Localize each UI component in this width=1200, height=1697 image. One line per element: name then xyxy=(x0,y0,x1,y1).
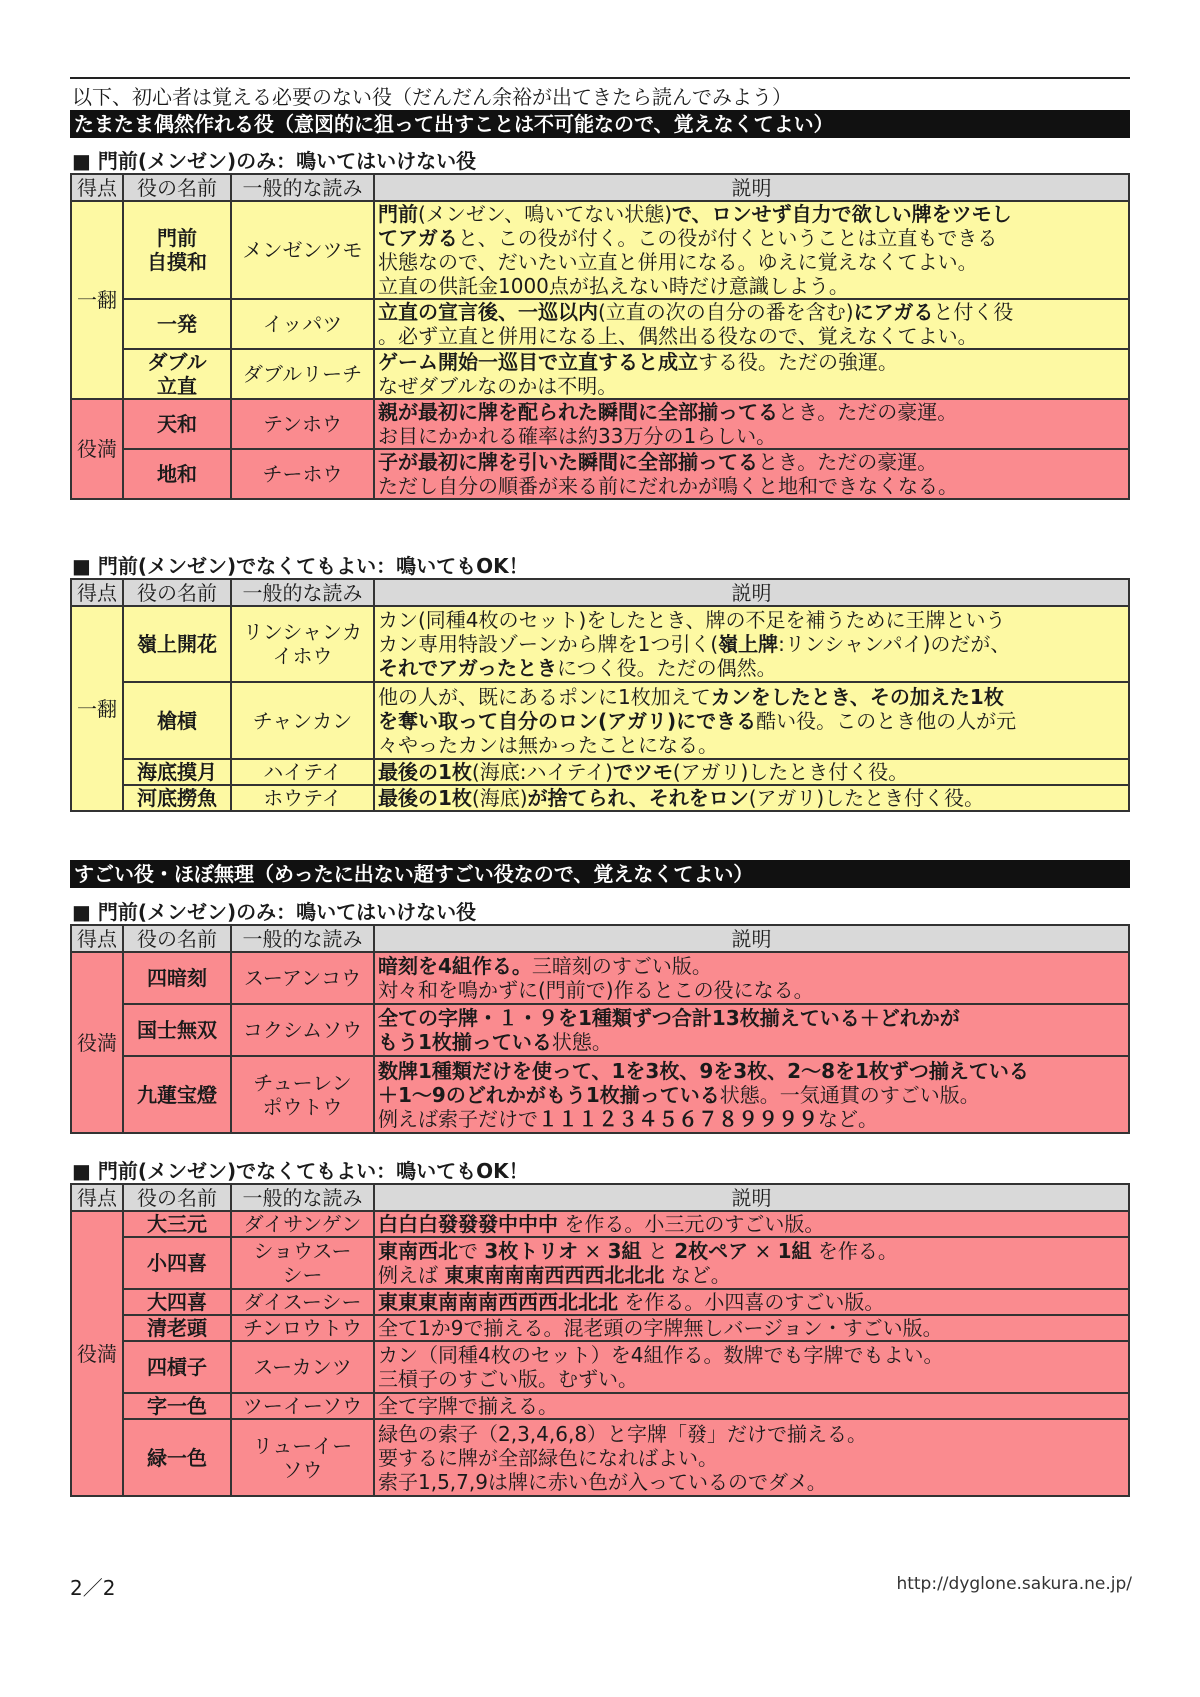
yaku-name: 九蓮宝燈 xyxy=(123,1056,231,1133)
yaku-name: 槍槓 xyxy=(123,682,231,759)
yaku-reading: ダイスーシー xyxy=(231,1289,374,1315)
yaku-name: 大三元 xyxy=(123,1211,231,1237)
yaku-name: 河底撈魚 xyxy=(123,785,231,811)
yaku-desc: カン（同種4枚のセット）を4組作る。数牌でも字牌でもよい。 三槓子のすごい版。むずい。 xyxy=(374,1341,1129,1393)
table-row xyxy=(71,1237,1129,1289)
table-row xyxy=(71,606,1129,682)
yaku-reading: チンロウトウ xyxy=(231,1315,374,1341)
yaku-desc: ゲーム開始一巡目で立直すると成立する役。ただの強運。 なぜダブルなのかは不明。 xyxy=(374,349,1129,399)
table-rare-menzen xyxy=(70,924,1130,1134)
yaku-name: 一発 xyxy=(123,299,231,349)
header-points: 得点 xyxy=(71,1184,123,1211)
yaku-reading: チーホウ xyxy=(231,449,374,499)
table-row xyxy=(71,1315,1129,1341)
yaku-name: 字一色 xyxy=(123,1393,231,1419)
yaku-reading: テンホウ xyxy=(231,399,374,449)
yaku-desc: 最後の1枚(海底)が捨てられ、それをロン(アガリ)したとき付く役。 xyxy=(374,785,1129,811)
yaku-reading: ツーイーソウ xyxy=(231,1393,374,1419)
header-name: 役の名前 xyxy=(123,1184,231,1211)
yaku-reading: ハイテイ xyxy=(231,759,374,785)
header-desc: 説明 xyxy=(374,925,1129,952)
section-band-accidental: たまたま偶然作れる役（意図的に狙って出すことは不可能なので、覚えなくてよい） xyxy=(70,110,1130,138)
yaku-name: 四暗刻 xyxy=(123,952,231,1004)
table-accidental-menzen xyxy=(70,173,1130,500)
table-row xyxy=(71,952,1129,1004)
yaku-reading: リンシャンカ イホウ xyxy=(231,606,374,682)
subheading-menzen-only: ■ 門前(メンゼン)のみ：鳴いてはいけない役 xyxy=(72,149,477,173)
header-name: 役の名前 xyxy=(123,925,231,952)
yaku-name: 天和 xyxy=(123,399,231,449)
top-rule xyxy=(70,77,1130,79)
subheading-naki-ok: ■ 門前(メンゼン)でなくてもよい：鳴いてもOK！ xyxy=(72,1159,529,1183)
table-row xyxy=(71,1419,1129,1496)
table-row xyxy=(71,759,1129,785)
yaku-desc: 東南西北で 3枚トリオ × 3組 と 2枚ペア × 1組 を作る。 例えば 東東南南南西西西北北北 など。 xyxy=(374,1237,1129,1289)
points-cell: 一翻 xyxy=(71,201,123,399)
header-points: 得点 xyxy=(71,925,123,952)
table-row xyxy=(71,1289,1129,1315)
yaku-reading: ダイサンゲン xyxy=(231,1211,374,1237)
yaku-name: 門前 自摸和 xyxy=(123,201,231,299)
yaku-reading: ホウテイ xyxy=(231,785,374,811)
yaku-desc: 全て1か9で揃える。混老頭の字牌無しバージョン・すごい版。 xyxy=(374,1315,1129,1341)
header-reading: 一般的な読み xyxy=(231,174,374,201)
intro-text: 以下、初心者は覚える必要のない役（だんだん余裕が出てきたら読んでみよう） xyxy=(72,85,792,109)
subheading-menzen-only: ■ 門前(メンゼン)のみ：鳴いてはいけない役 xyxy=(72,900,477,924)
yaku-name: 嶺上開花 xyxy=(123,606,231,682)
points-cell: 役満 xyxy=(71,952,123,1133)
yaku-reading: チャンカン xyxy=(231,682,374,759)
yaku-desc: 全て字牌で揃える。 xyxy=(374,1393,1129,1419)
table-row xyxy=(71,1004,1129,1056)
yaku-name: 地和 xyxy=(123,449,231,499)
yaku-name: ダブル 立直 xyxy=(123,349,231,399)
yaku-reading: スーカンツ xyxy=(231,1341,374,1393)
header-points: 得点 xyxy=(71,579,123,606)
yaku-desc: 緑色の索子（2,3,4,6,8）と字牌「發」だけで揃える。 要するに牌が全部緑色になればよい。 索子1,5,7,9は牌に赤い色が入っているのでダメ。 xyxy=(374,1419,1129,1496)
yaku-desc: 子が最初に牌を引いた瞬間に全部揃ってるとき。ただの豪運。 ただし自分の順番が来る前にだれかが鳴くと地和できなくなる。 xyxy=(374,449,1129,499)
table-row xyxy=(71,1393,1129,1419)
yaku-name: 四槓子 xyxy=(123,1341,231,1393)
yaku-name: 小四喜 xyxy=(123,1237,231,1289)
table-row xyxy=(71,349,1129,399)
table-row xyxy=(71,682,1129,759)
table-row xyxy=(71,201,1129,299)
yaku-reading: ダブルリーチ xyxy=(231,349,374,399)
header-name: 役の名前 xyxy=(123,579,231,606)
yaku-name: 大四喜 xyxy=(123,1289,231,1315)
yaku-desc: 暗刻を4組作る。三暗刻のすごい版。 対々和を鳴かずに(門前で)作るとこの役になる。 xyxy=(374,952,1129,1004)
points-cell: 役満 xyxy=(71,1211,123,1496)
points-cell: 役満 xyxy=(71,399,123,499)
yaku-desc: 東東東南南南西西西北北北 を作る。小四喜のすごい版。 xyxy=(374,1289,1129,1315)
section-band-rare: すごい役・ほぼ無理（めったに出ない超すごい役なので、覚えなくてよい） xyxy=(70,860,1130,888)
header-points: 得点 xyxy=(71,174,123,201)
yaku-desc: 全ての字牌・１・９を1種類ずつ合計13枚揃えている＋どれかが もう1枚揃っている状態。 xyxy=(374,1004,1129,1056)
table-row xyxy=(71,399,1129,449)
yaku-reading: コクシムソウ xyxy=(231,1004,374,1056)
table-row xyxy=(71,299,1129,349)
header-desc: 説明 xyxy=(374,1184,1129,1211)
header-reading: 一般的な読み xyxy=(231,1184,374,1211)
yaku-name: 清老頭 xyxy=(123,1315,231,1341)
table-row xyxy=(71,785,1129,811)
yaku-reading: イッパツ xyxy=(231,299,374,349)
site-url: http://dyglone.sakura.ne.jp/ xyxy=(896,1574,1132,1594)
header-desc: 説明 xyxy=(374,174,1129,201)
subheading-naki-ok: ■ 門前(メンゼン)でなくてもよい：鳴いてもOK！ xyxy=(72,554,529,578)
table-rare-naki xyxy=(70,1183,1130,1497)
table-row xyxy=(71,449,1129,499)
table-row xyxy=(71,1056,1129,1133)
table-accidental-naki xyxy=(70,578,1130,812)
header-desc: 説明 xyxy=(374,579,1129,606)
yaku-reading: ショウスー シー xyxy=(231,1237,374,1289)
yaku-name: 緑一色 xyxy=(123,1419,231,1496)
yaku-reading: スーアンコウ xyxy=(231,952,374,1004)
points-cell: 一翻 xyxy=(71,606,123,811)
yaku-desc: 立直の宣言後、一巡以内(立直の次の自分の番を含む)にアガると付く役 。必ず立直と併用になる上、偶然出る役なので、覚えなくてよい。 xyxy=(374,299,1129,349)
yaku-desc: 他の人が、既にあるポンに1枚加えてカンをしたとき、その加えた1枚 を奪い取って自分のロン(アガリ)にできる酷い役。このとき他の人が元 々やったカンは無かったことになる。 xyxy=(374,682,1129,759)
yaku-reading: リューイー ソウ xyxy=(231,1419,374,1496)
page-number: 2／2 xyxy=(70,1576,116,1600)
yaku-desc: カン(同種4枚のセット)をしたとき、牌の不足を補うために王牌という カン専用特設ゾーンから牌を1つ引く(嶺上牌:リンシャンパイ)のだが、 それでアガったときにつく役。ただの偶然。 xyxy=(374,606,1129,682)
yaku-reading: メンゼンツモ xyxy=(231,201,374,299)
yaku-desc: 親が最初に牌を配られた瞬間に全部揃ってるとき。ただの豪運。 お目にかかれる確率は約33万分の1らしい。 xyxy=(374,399,1129,449)
table-row xyxy=(71,1341,1129,1393)
yaku-name: 国士無双 xyxy=(123,1004,231,1056)
yaku-name: 海底摸月 xyxy=(123,759,231,785)
table-row xyxy=(71,1211,1129,1237)
yaku-desc: 白白白發發發中中中 を作る。小三元のすごい版。 xyxy=(374,1211,1129,1237)
header-name: 役の名前 xyxy=(123,174,231,201)
yaku-desc: 最後の1枚(海底:ハイテイ)でツモ(アガリ)したとき付く役。 xyxy=(374,759,1129,785)
yaku-reading: チューレン ポウトウ xyxy=(231,1056,374,1133)
header-reading: 一般的な読み xyxy=(231,925,374,952)
header-reading: 一般的な読み xyxy=(231,579,374,606)
yaku-desc: 門前(メンゼン、鳴いてない状態)で、ロンせず自力で欲しい牌をツモし てアガると、この役が付く。この役が付くということは立直もできる 状態なので、だいたい立直と併用になる。ゆえに覚えなくてよい。 立直の供託金1000点が払えない時だけ意識しよう。 xyxy=(374,201,1129,299)
yaku-desc: 数牌1種類だけを使って、1を3枚、9を3枚、2～8を1枚ずつ揃えている ＋1～9のどれかがもう1枚揃っている状態。一気通貫のすごい版。 例えば索子だけで１１１２３４５６７８９９９９など。 xyxy=(374,1056,1129,1133)
